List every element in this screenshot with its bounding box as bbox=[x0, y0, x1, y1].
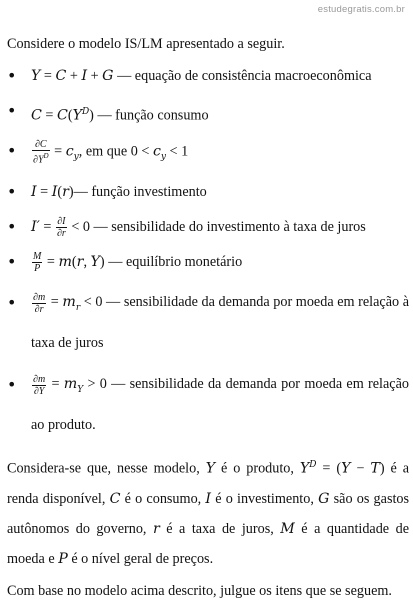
list-item: • $\frac{\partial m}{\partial Y}$ = $m_Y > 0$ — sensibilidade da demanda por moeda em relação ao produto. bbox=[7, 367, 409, 443]
closing-text: Com base no modelo acima descrito, julgue os itens que se seguem. bbox=[7, 582, 392, 599]
item-text: — função investimento bbox=[73, 184, 207, 200]
list-item: • I′ = $\frac{\partial I}{\partial r}$ < 0 — sensibilidade do investimento à taxa de juros bbox=[7, 215, 409, 239]
fraction: • $\frac{\partial m}{\partial r}$ bbox=[33, 291, 46, 315]
watermark: estudegratis.com.br bbox=[317, 4, 405, 15]
fraction: • $\frac{M}{P}$ bbox=[33, 251, 42, 275]
fraction: • $\frac{\partial C}{\partial Y^D}$ bbox=[33, 138, 49, 166]
list-item: • $\frac{\partial m}{\partial r}$ = $m_r < 0$ — sensibilidade da demanda por moeda em relação à taxa de juros bbox=[7, 285, 409, 361]
item-text: — sensibilidade da demanda por moeda em relação à taxa de juros bbox=[31, 294, 409, 352]
document-body bbox=[7, 32, 409, 606]
list-item: • $\frac{M}{P}$ = m(r, Y) — equilíbrio monetário bbox=[7, 250, 409, 274]
fraction: $\frac{\partial I}{\partial r}$ bbox=[56, 216, 66, 240]
list-item: • I = I(r)— função investimento bbox=[7, 180, 409, 204]
list-item: • Y = C + I + G — equação de consistência macroeconômica bbox=[7, 64, 409, 88]
equation-list bbox=[7, 64, 409, 443]
item-text: — sensibilidade do investimento à taxa de juros bbox=[89, 219, 366, 235]
item-text: — equação de consistência macroeconômica bbox=[113, 68, 372, 84]
list-item: • $\frac{\partial C}{\partial Y^D}$ = $c_y$, em que $0 < c_y < 1$ bbox=[7, 139, 409, 169]
item-text: — sensibilidade da demanda por moeda em relação ao produto. bbox=[31, 376, 409, 434]
fraction: • $\frac{\partial m}{\partial Y}$ bbox=[33, 373, 46, 397]
list-item: • $C = C(Y^D)$ — função consumo bbox=[7, 99, 409, 128]
definitions-paragraph: Considera-se que, nesse modelo, Y é o produto, $Y^D = (Y - T)$ é a renda disponível, C é o consumo, I é o investimento, G são os gastos autônomos do governo, r é a taxa de juros, M é a quantidade de moeda e P é o nível geral de preços. bbox=[7, 460, 410, 567]
item-text: — equilíbrio monetário bbox=[104, 254, 243, 271]
item-text: — função consumo bbox=[93, 107, 209, 124]
intro-text: Considere o modelo IS/LM apresentado a seguir. bbox=[7, 36, 285, 52]
